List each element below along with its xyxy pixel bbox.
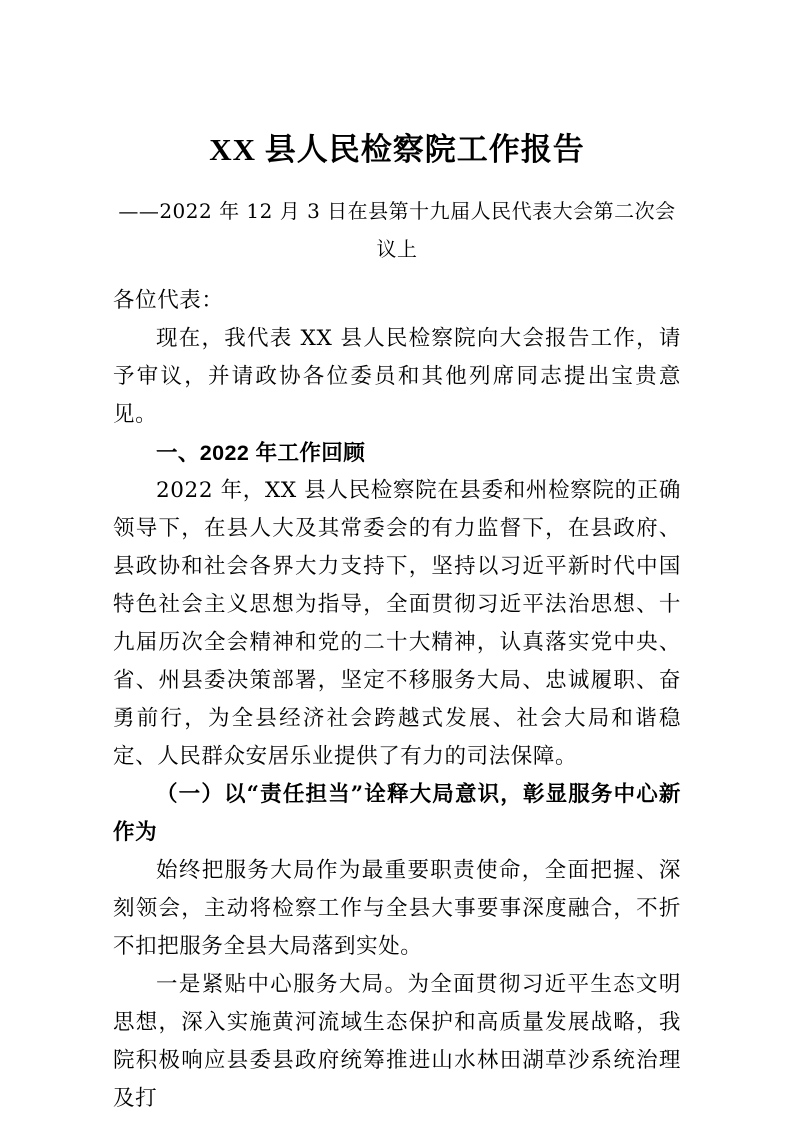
document-body (113, 0, 681, 1118)
subsection-1-paragraph-2: 一是紧贴中心服务大局。为全面贯彻习近平生态文明思想，深入实施黄河流域生态保护和高质量发展战略，我院积极响应县委县政府统筹推进山水林田湖草沙系统治理及打 (113, 972, 681, 1111)
section-1-paragraph: 2022 年，XX 县人民检察院在县委和州检察院的正确领导下，在县人大及其常委会的有力监督下，在县政府、县政协和社会各界大力支持下，坚持以习近平新时代中国特色社会主义思想为指导，全面贯彻习近平法治思想、十九届历次全会精神和党的二十大精神，认真落实党中央、省、州县委决策部署，坚定不移服务大局、忠诚履职、奋勇前行，为全县经济社会跨越式发展、社会大局和谐稳定、人民群众安居乐业提供了有力的司法保障。 (113, 478, 681, 769)
subsection-1-paragraph-1: 始终把服务大局作为最重要职责使命，全面把握、深刻领会，主动将检察工作与全县大事要事深度融合，不折不扣把服务全县大局落到实处。 (113, 858, 681, 959)
subsection-heading-1: （一）以“责任担当”诠释大局意识，彰显服务中心新作为 (113, 782, 681, 845)
intro-paragraph: 现在，我代表 XX 县人民检察院向大会报告工作，请予审议，并请政协各位委员和其他列席同志提出宝贵意见。 (113, 326, 681, 427)
title-body-spacer (113, 268, 681, 282)
document-subtitle: ——2022 年 12 月 3 日在县第十九届人民代表大会第二次会议上 (118, 199, 676, 261)
section-heading-1: 一、2022 年工作回顾 (156, 441, 366, 465)
page-title: XX 县人民检察院工作报告 (209, 132, 585, 167)
salutation-line: 各位代表： (113, 288, 224, 313)
